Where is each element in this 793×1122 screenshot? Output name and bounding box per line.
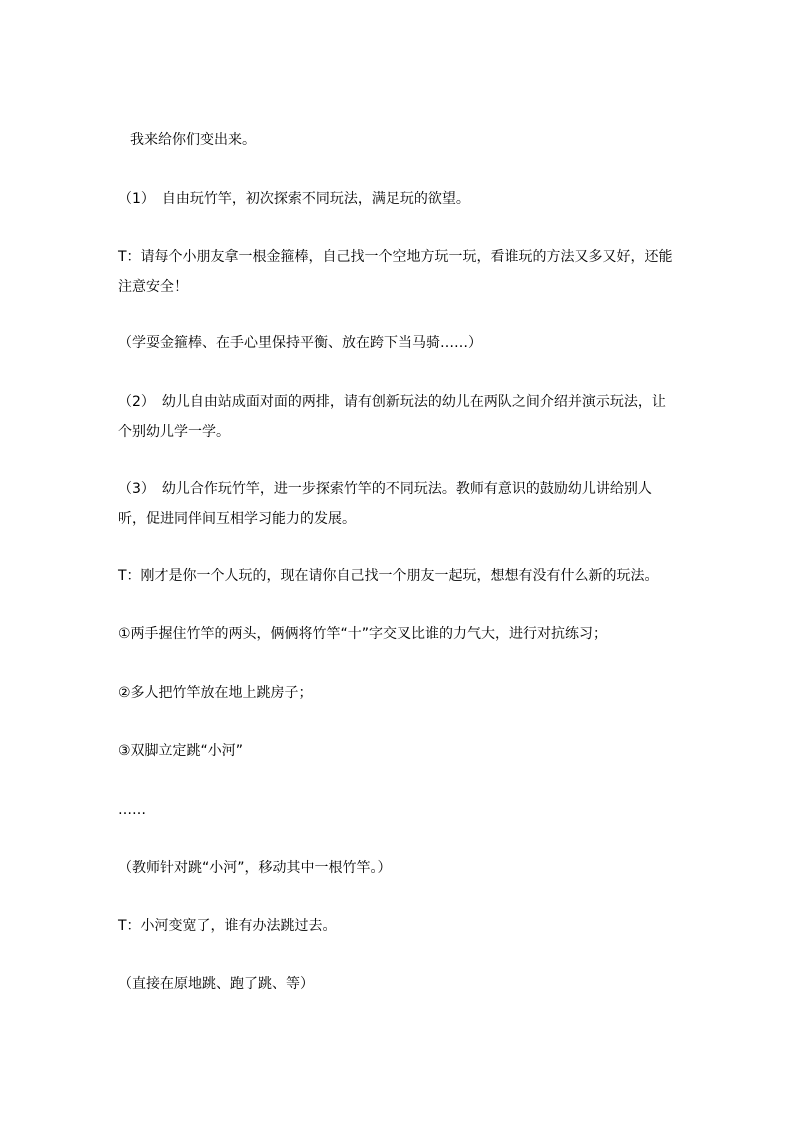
paragraph-teacher-instruction-1: T：请每个小朋友拿一根金箍棒，自己找一个空地方玩一玩，看谁玩的方法又多又好，还能注意安全！ [118,249,673,295]
paragraph-teacher-instruction-3: T：小河变宽了，谁有办法跳过去。 [118,918,337,934]
list-item-1: ①两手握住竹竿的两头，俩俩将竹竿“十”字交叉比谁的力气大，进行对抗练习； [118,626,608,642]
paragraph-teacher-instruction-2: T：刚才是你一个人玩的，现在请你自己找一个朋友一起玩，想想有没有什么新的玩法。 [118,568,659,584]
paragraph-note-2: （教师针对跳“小河”，移动其中一根竹竿。） [118,860,392,876]
ellipsis-line: …… [118,802,146,818]
list-item-3: ③双脚立定跳“小河” [118,743,244,759]
paragraph-note-3: （直接在原地跳、跑了跳、等） [118,976,314,992]
list-item-2: ②多人把竹竿放在地上跳房子； [118,685,313,701]
paragraph-step-1: （1） 自由玩竹竿，初次探索不同玩法，满足玩的欲望。 [118,191,470,207]
paragraph-step-2: （2） 幼儿自由站成面对面的两排，请有创新玩法的幼儿在两队之间介绍并演示玩法，让个别幼儿学一学。 [118,394,666,440]
paragraph-intro: 我来给你们变出来。 [130,132,256,148]
paragraph-note-1: （学耍金箍棒、在手心里保持平衡、放在跨下当马骑……） [118,335,482,351]
paragraph-step-3: （3） 幼儿合作玩竹竿，进一步探索竹竿的不同玩法。教师有意识的鼓励幼儿讲给别人听，促进同伴间互相学习能力的发展。 [118,481,652,527]
